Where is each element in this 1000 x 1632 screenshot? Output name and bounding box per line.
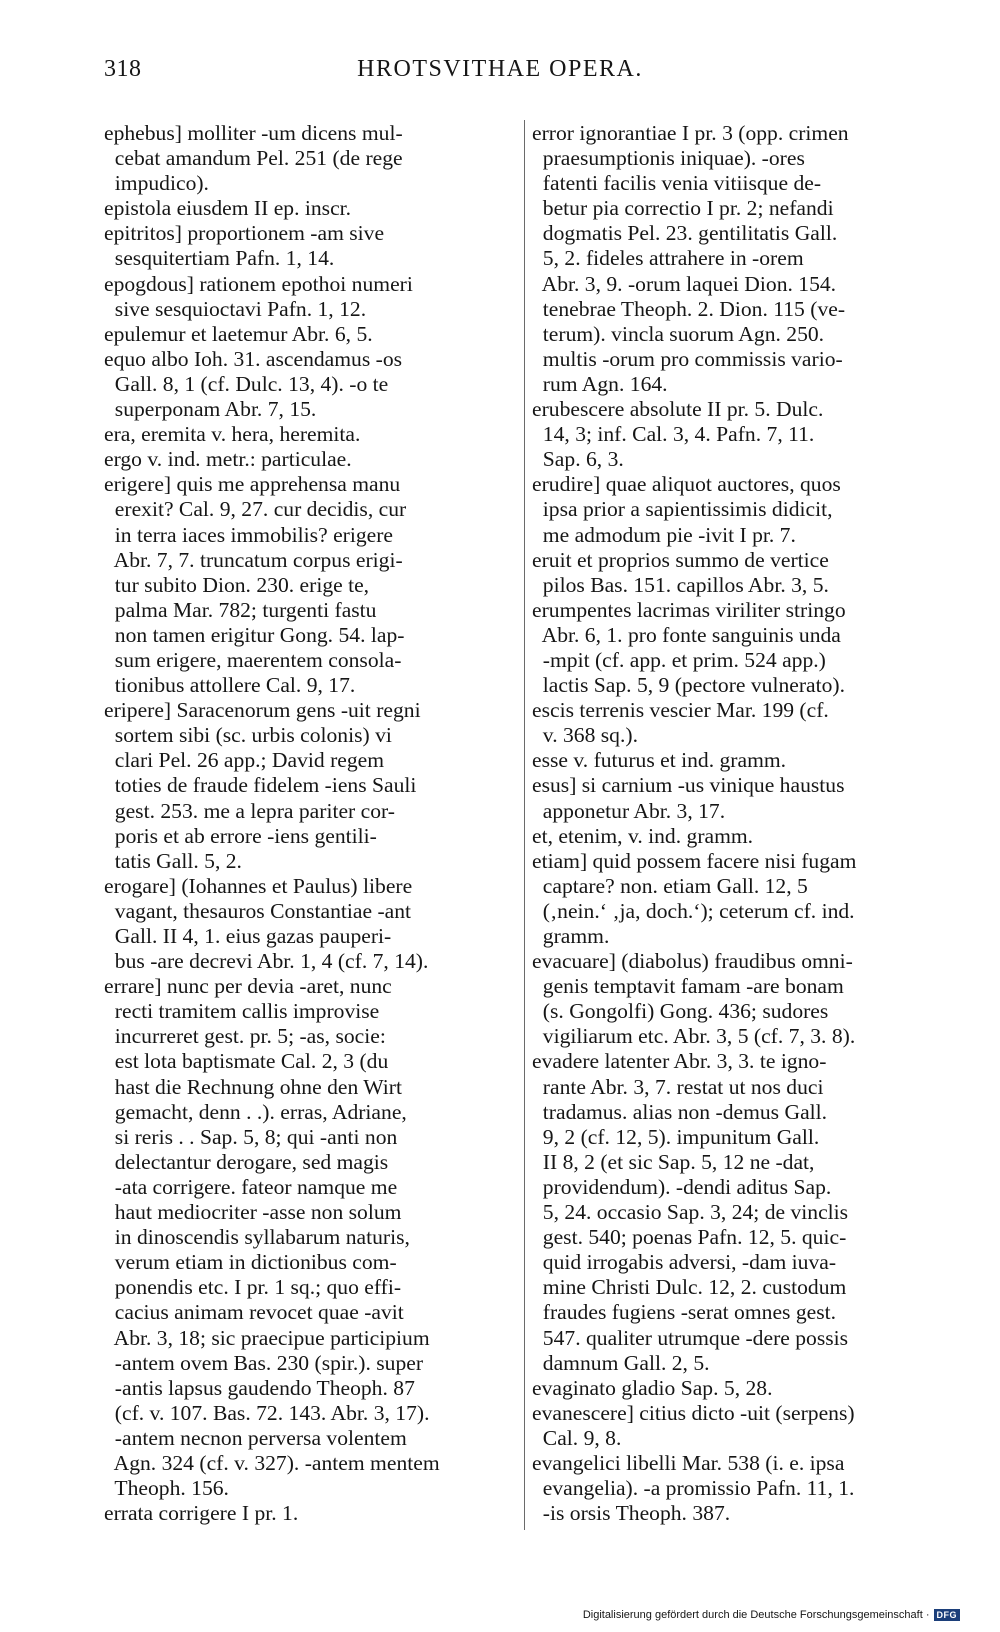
entry-line: hast die Rechnung ohne den Wirt <box>104 1074 402 1099</box>
entry-line: me admodum pie -ivit I pr. 7. <box>532 522 796 547</box>
entry-line: evadere latenter Abr. 3, 3. te igno- <box>532 1049 827 1074</box>
entry-line: tenebrae Theoph. 2. Dion. 115 (ve- <box>532 296 846 321</box>
entry-line: si reris . . Sap. 5, 8; qui -anti non <box>104 1124 398 1149</box>
entry-line: erubescere absolute II pr. 5. Dulc. <box>532 397 824 422</box>
entry-line: cacius animam revocet quae -avit <box>104 1300 404 1325</box>
entry-line: est lota baptismate Cal. 2, 3 (du <box>104 1049 389 1074</box>
entry-line: in terra iaces immobilis? erigere <box>104 522 393 547</box>
entry-line: evacuare] (diabolus) fraudibus omni- <box>532 949 853 974</box>
entry-line: tatis Gall. 5, 2. <box>104 848 242 873</box>
entry-line: cebat amandum Pel. 251 (de rege <box>104 146 403 171</box>
entry-line: II 8, 2 (et sic Sap. 5, 12 ne -dat, <box>532 1149 815 1174</box>
entry-line: ipsa prior a sapientissimis didicit, <box>532 497 833 522</box>
entry-line: Abr. 6, 1. pro fonte sanguinis unda <box>532 622 841 647</box>
entry-line: error ignorantiae I pr. 3 (opp. crimen <box>532 121 849 145</box>
entry-line: tur subito Dion. 230. erige te, <box>104 572 370 597</box>
entry-line: genis temptavit famam -are bonam <box>532 974 844 999</box>
entry-line: erogare] (Iohannes et Paulus) libere <box>104 873 413 898</box>
entry-line: toties de fraude fidelem -iens Sauli <box>104 773 417 798</box>
left-column <box>104 121 520 1526</box>
footer-credit <box>583 1609 960 1621</box>
entry-line: evanescere] citius dicto -uit (serpens) <box>532 1400 855 1425</box>
entry-line: haut mediocriter -asse non solum <box>104 1200 402 1225</box>
entry-line: rante Abr. 3, 7. restat ut nos duci <box>532 1074 824 1099</box>
entry-line: recti tramitem callis improvise <box>104 999 380 1024</box>
entry-line: 5, 2. fideles attrahere in -orem <box>532 246 804 271</box>
entry-line: tradamus. alias non -demus Gall. <box>532 1099 828 1124</box>
entry-line: equo albo Ioh. 31. ascendamus -os <box>104 346 403 371</box>
entry-line: etiam] quid possem facere nisi fugam <box>532 848 857 873</box>
entry-line: quid irrogabis adversi, -dam iuva- <box>532 1250 837 1275</box>
entry-line: 14, 3; inf. Cal. 3, 4. Pafn. 7, 11. <box>532 422 815 447</box>
entry-line: -antem necnon perversa volentem <box>104 1425 407 1450</box>
entry-line: tionibus attollere Cal. 9, 17. <box>104 673 356 698</box>
entry-line: epulemur et laetemur Abr. 6, 5. <box>104 321 373 346</box>
entry-line: sive sesquioctavi Pafn. 1, 12. <box>104 296 367 321</box>
entry-line: epistola eiusdem II ep. inscr. <box>104 196 352 221</box>
entry-line: delectantur derogare, sed magis <box>104 1149 389 1174</box>
entry-line: lactis Sap. 5, 9 (pectore vulnerato). <box>532 673 846 698</box>
entry-line: epogdous] rationem epothoi numeri <box>104 271 413 296</box>
dfg-logo: DFG <box>934 1609 961 1621</box>
column-divider <box>524 120 525 1530</box>
entry-line: erumpentes lacrimas viriliter stringo <box>532 597 846 622</box>
entry-line: mine Christi Dulc. 12, 2. custodum <box>532 1275 847 1300</box>
entry-line: -antem ovem Bas. 230 (spir.). super <box>104 1350 424 1375</box>
entry-line: terum). vincla suorum Agn. 250. <box>532 321 825 346</box>
entry-line: eruit et proprios summo de vertice <box>532 547 829 572</box>
entry-line: multis -orum pro commissis vario- <box>532 346 843 371</box>
entry-line: clari Pel. 26 app.; David regem <box>104 748 385 773</box>
entry-line: (cf. v. 107. Bas. 72. 143. Abr. 3, 17). <box>104 1400 430 1425</box>
entry-line: sesquitertiam Pafn. 1, 14. <box>104 246 335 271</box>
entry-line: rum Agn. 164. <box>532 371 668 396</box>
entry-line: Gall. II 4, 1. eius gazas pauperi- <box>104 924 392 948</box>
entry-line: evaginato gladio Sap. 5, 28. <box>532 1375 773 1400</box>
entry-line: 547. qualiter utrumque -dere possis <box>532 1325 849 1350</box>
entry-line: praesumptionis iniquae). -ores <box>532 146 805 171</box>
entry-line: Abr. 3, 18; sic praecipue participium <box>104 1325 430 1350</box>
entry-line: erexit? Cal. 9, 27. cur decidis, cur <box>104 497 407 522</box>
entry-line: epitritos] proportionem -am sive <box>104 221 385 246</box>
page-number: 318 <box>104 56 142 82</box>
entry-line: incurreret gest. pr. 5; -as, socie: <box>104 1024 386 1049</box>
entry-line: damnum Gall. 2, 5. <box>532 1350 710 1375</box>
entry-line: esse v. futurus et ind. gramm. <box>532 748 787 773</box>
entry-line: Abr. 3, 9. -orum laquei Dion. 154. <box>532 271 837 296</box>
entry-line: eripere] Saracenorum gens -uit regni <box>104 698 421 723</box>
entry-line: poris et ab errore -iens gentili- <box>104 823 377 848</box>
entry-line: -antis lapsus gaudendo Theoph. 87 <box>104 1375 415 1400</box>
entry-line: evangelici libelli Mar. 538 (i. e. ipsa <box>532 1450 845 1475</box>
footer-credit-text: Digitalisierung gefördert durch die Deutsche Forschungsgemeinschaft · <box>582 1609 930 1621</box>
entry-line: v. 368 sq.). <box>532 723 638 748</box>
entry-line: captare? non. etiam Gall. 12, 5 <box>532 873 808 898</box>
entry-line: palma Mar. 782; turgenti fastu <box>104 597 377 622</box>
entry-line: 5, 24. occasio Sap. 3, 24; de vinclis <box>532 1200 849 1225</box>
entry-line: et, etenim, v. ind. gramm. <box>532 823 754 848</box>
entry-line: providendum). -dendi aditus Sap. <box>532 1174 832 1199</box>
entry-line: errare] nunc per devia -aret, nunc <box>104 974 392 999</box>
entry-line: sum erigere, maerentem consola- <box>104 647 402 672</box>
entry-line: escis terrenis vescier Mar. 199 (cf. <box>532 698 829 723</box>
entry-line: ponendis etc. I pr. 1 sq.; quo effi- <box>104 1275 402 1300</box>
entry-line: apponetur Abr. 3, 17. <box>532 798 726 823</box>
entry-line: Theoph. 156. <box>104 1476 229 1501</box>
entry-line: evangelia). -a promissio Pafn. 11, 1. <box>532 1476 855 1501</box>
entry-line: Cal. 9, 8. <box>532 1425 622 1450</box>
entry-line: betur pia correctio I pr. 2; nefandi <box>532 196 834 221</box>
entry-line: vagant, thesauros Constantiae -ant <box>104 898 412 923</box>
entry-line: -ata corrigere. fateor namque me <box>104 1174 398 1199</box>
entry-line: bus -are decrevi Abr. 1, 4 (cf. 7, 14). <box>104 949 429 974</box>
entry-line: Agn. 324 (cf. v. 327). -antem mentem <box>104 1450 440 1475</box>
entry-line: fatenti facilis venia vitiisque de- <box>532 171 822 196</box>
entry-line: gemacht, denn . .). erras, Adriane, <box>104 1099 407 1124</box>
entry-line: gramm. <box>532 924 610 948</box>
entry-line: verum etiam in dictionibus com- <box>104 1250 397 1275</box>
entry-line: esus] si carnium -us vinique haustus <box>532 773 845 798</box>
entry-line: in dinoscendis syllabarum naturis, <box>104 1225 410 1250</box>
entry-line: dogmatis Pel. 23. gentilitatis Gall. <box>532 221 838 246</box>
entry-line: Sap. 6, 3. <box>532 447 624 472</box>
entry-line: era, eremita v. hera, heremita. <box>104 422 361 447</box>
entry-line: gest. 540; poenas Pafn. 12, 5. quic- <box>532 1225 847 1250</box>
entry-line: vigiliarum etc. Abr. 3, 5 (cf. 7, 3. 8). <box>532 1024 856 1049</box>
entry-line: non tamen erigitur Gong. 54. lap- <box>104 622 405 647</box>
right-column <box>532 121 950 1526</box>
entry-line: -is orsis Theoph. 387. <box>532 1501 731 1526</box>
entry-line: 9, 2 (cf. 12, 5). impunitum Gall. <box>532 1124 820 1149</box>
entry-line: -mpit (cf. app. et prim. 524 app.) <box>532 647 826 672</box>
entry-line: fraudes fugiens -serat omnes gest. <box>532 1300 837 1325</box>
entry-line: Abr. 7, 7. truncatum corpus erigi- <box>104 547 403 572</box>
entry-line: ergo v. ind. metr.: particulae. <box>104 447 352 472</box>
entry-line: Gall. 8, 1 (cf. Dulc. 13, 4). -o te <box>104 371 389 396</box>
entry-line: erudire] quae aliquot auctores, quos <box>532 472 841 497</box>
entry-line: (‚nein.‘ ‚ja, doch.‘); ceterum cf. ind. <box>532 898 855 923</box>
entry-line: superponam Abr. 7, 15. <box>104 397 317 422</box>
entry-line: pilos Bas. 151. capillos Abr. 3, 5. <box>532 572 829 597</box>
running-head: HROTSVITHAE OPERA. <box>357 56 643 82</box>
entry-line: gest. 253. me a lepra pariter cor- <box>104 798 395 823</box>
entry-line: impudico). <box>104 171 209 196</box>
entry-line: ephebus] molliter -um dicens mul- <box>104 121 403 145</box>
entry-line: errata corrigere I pr. 1. <box>104 1501 299 1526</box>
entry-line: erigere] quis me apprehensa manu <box>104 472 401 497</box>
entry-line: (s. Gongolfi) Gong. 436; sudores <box>532 999 829 1024</box>
entry-line: sortem sibi (sc. urbis colonis) vi <box>104 723 392 748</box>
